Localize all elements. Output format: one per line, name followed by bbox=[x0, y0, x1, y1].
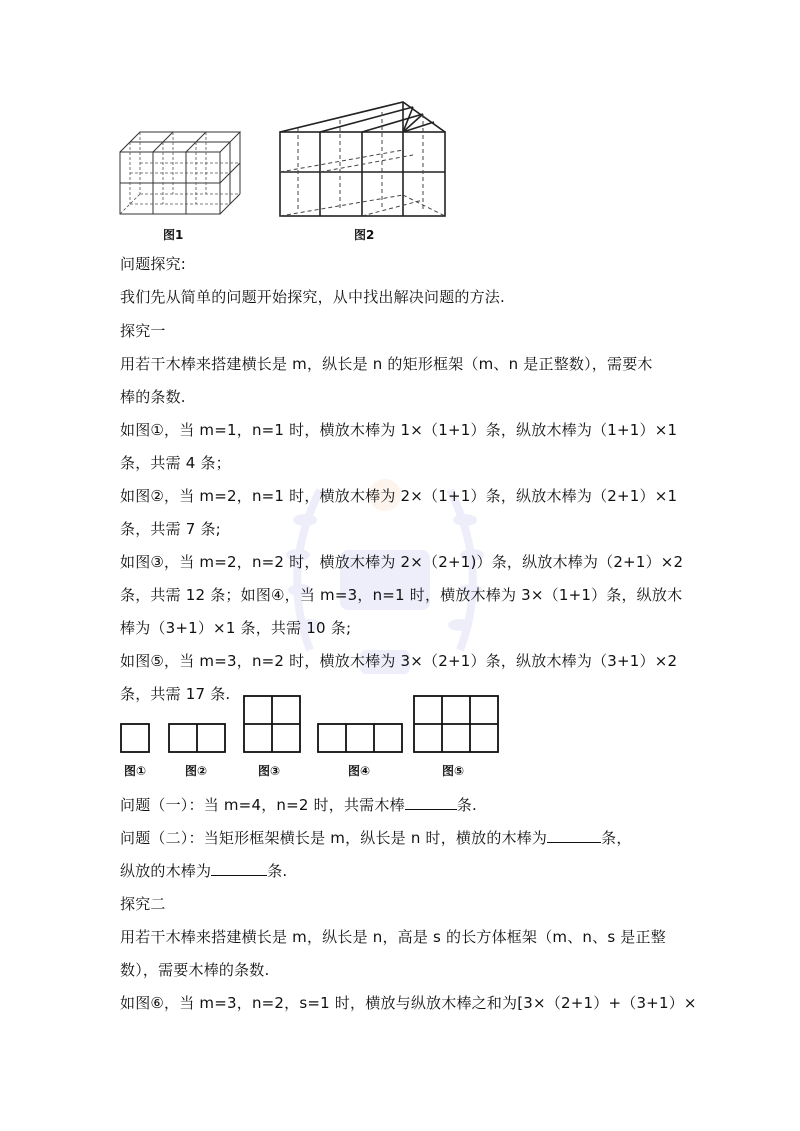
text-line: 如图⑤，当 m=3，n=2 时，横放木棒为 3×（2+1）条，纵放木棒为（3+1）×2 bbox=[120, 652, 678, 670]
text-line: 用若干木棒来搭建横长是 m，纵长是 n 的矩形框架（m、n 是正整数），需要木 bbox=[120, 355, 653, 373]
figure-caption-1: 图① bbox=[124, 764, 147, 778]
question-2 bbox=[120, 828, 632, 848]
figure-caption-5: 图⑤ bbox=[442, 764, 465, 778]
figure-caption-3: 图③ bbox=[258, 764, 281, 778]
text-line: 如图②，当 m=2，n=1 时，横放木棒为 2×（1+1）条，纵放木棒为（2+1）×1 bbox=[120, 487, 678, 505]
answer-blank-3[interactable] bbox=[211, 861, 267, 876]
question-3-suffix: 条. bbox=[267, 862, 288, 880]
text-line: 条，共需 4 条； bbox=[120, 454, 231, 472]
text-line: 棒的条数. bbox=[120, 388, 186, 406]
text-line-intro: 我们先从简单的问题开始探究，从中找出解决问题的方法. bbox=[120, 288, 505, 306]
answer-blank-1[interactable] bbox=[405, 795, 457, 810]
answer-blank-2[interactable] bbox=[547, 828, 601, 843]
figure-2-caption: 图2 bbox=[354, 228, 375, 242]
question-1-suffix: 条. bbox=[456, 796, 477, 814]
figure-1-cube-lattice bbox=[118, 130, 248, 220]
question-2-suffix: 条， bbox=[601, 829, 632, 847]
figure-2-prism-lattice bbox=[278, 100, 448, 220]
figure-caption-2: 图② bbox=[185, 764, 208, 778]
question-2-continued bbox=[120, 861, 287, 881]
text-line: 如图⑥，当 m=3，n=2，s=1 时，横放与纵放木棒之和为[3×（2+1）+（3+1）× bbox=[120, 994, 697, 1012]
text-line: 如图①，当 m=1，n=1 时，横放木棒为 1×（1+1）条，纵放木棒为（1+1）×1 bbox=[120, 421, 678, 439]
text-line: 棒为（3+1）×1 条，共需 10 条; bbox=[120, 619, 352, 637]
figure-caption-4: 图④ bbox=[348, 764, 371, 778]
question-3-text: 纵放的木棒为 bbox=[120, 862, 212, 880]
text-line: 条，共需 12 条；如图④，当 m=3，n=1 时，横放木棒为 3×（1+1）条，纵放木 bbox=[120, 586, 683, 604]
figure-1-caption: 图1 bbox=[163, 228, 184, 242]
question-2-text: 问题（二）：当矩形框架横长是 m，纵长是 n 时，横放的木棒为 bbox=[120, 829, 548, 847]
text-line-problem-explore: 问题探究: bbox=[120, 255, 187, 273]
text-line: 条，共需 17 条. bbox=[120, 685, 231, 703]
text-line: 数），需要木棒的条数. bbox=[120, 961, 270, 979]
text-line: 条，共需 7 条; bbox=[120, 520, 221, 538]
question-1-text: 问题（一）：当 m=4，n=2 时，共需木棒 bbox=[120, 796, 405, 814]
question-1 bbox=[120, 795, 477, 815]
section-title-explore-1: 探究一 bbox=[120, 322, 166, 340]
text-line: 如图③，当 m=2，n=2 时，横放木棒为 2×（2+1)）条，纵放木棒为（2+1）×2 bbox=[120, 553, 684, 571]
text-line: 用若干木棒来搭建横长是 m，纵长是 n，高是 s 的长方体框架（m、n、s 是正整 bbox=[120, 928, 666, 946]
figure-frame-1 bbox=[121, 724, 149, 752]
section-title-explore-2: 探究二 bbox=[120, 895, 166, 913]
figures-rectangle-frames bbox=[118, 695, 503, 755]
figure-frame-4 bbox=[318, 724, 402, 752]
